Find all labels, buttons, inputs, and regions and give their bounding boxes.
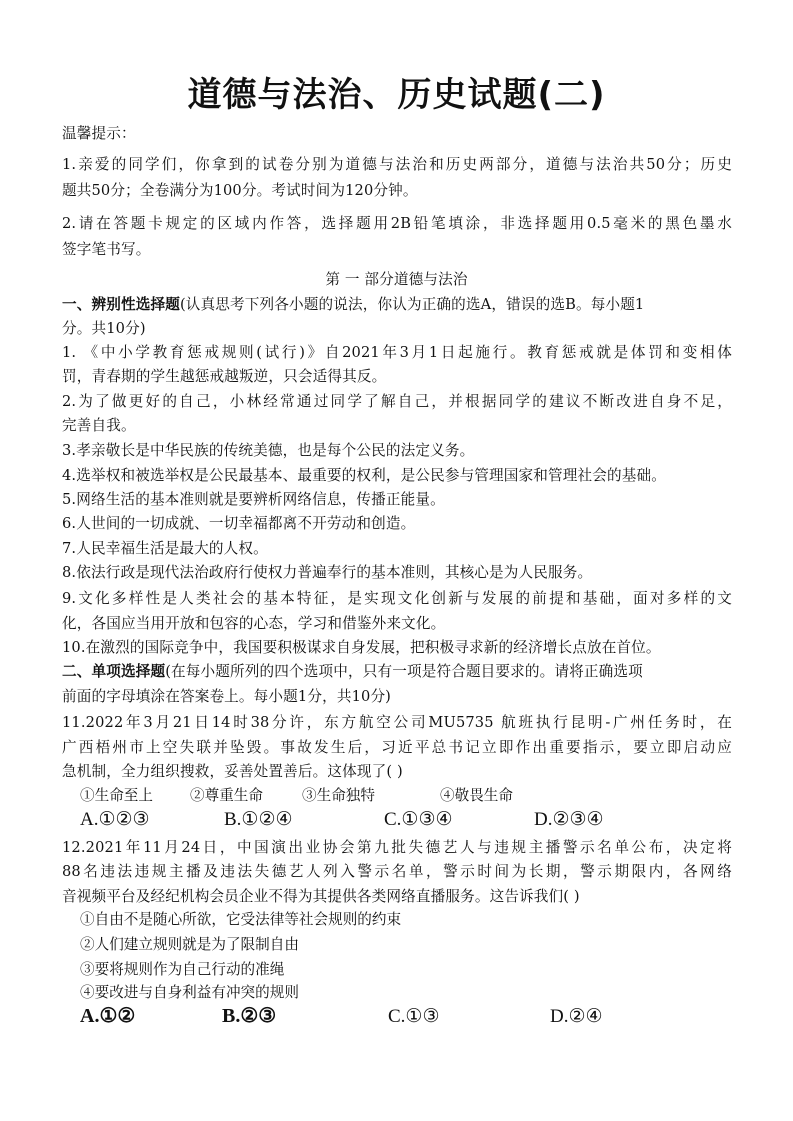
question-12-line-1: 12.2021年11月24日，中国演出业协会第九批失德艺人与违规主播警示名单公布，决定将 <box>62 839 732 856</box>
q11-choice-d: D.②③④ <box>534 809 604 830</box>
q11-choice-a: A.①②③ <box>80 809 150 830</box>
question-2-line-1: 2.为了做更好的自己，小林经常通过同学了解自己，并根据同学的建议不断改进自身不足， <box>62 393 732 410</box>
section-1-heading: 一、辨别性选择题 <box>62 296 180 313</box>
q12-choice-b: B.②③ <box>222 1005 277 1027</box>
q11-option-1: ①生命至上 <box>80 787 153 804</box>
section-1-desc-cont: 分。共10分) <box>62 320 146 337</box>
q12-choice-c: C.①③ <box>388 1006 440 1027</box>
question-4: 4.选举权和被选举权是公民最基本、最重要的权利，是公民参与管理国家和管理社会的基础。 <box>62 467 666 484</box>
q12-option-3: ③要将规则作为自己行动的准绳 <box>80 961 285 978</box>
question-12-line-2: 88名违法违规主播及违法失德艺人列入警示名单，警示时间为长期，警示期限内，各网络 <box>62 863 732 880</box>
q12-option-2: ②人们建立规则就是为了限制自由 <box>80 936 299 953</box>
q12-option-1: ①自由不是随心所欲，它受法律等社会规则的约束 <box>80 911 402 928</box>
question-9-line-1: 9.文化多样性是人类社会的基本特征，是实现文化创新与发展的前提和基础，面对多样的文 <box>62 590 732 607</box>
question-12-line-3: 音视频平台及经纪机构会员企业不得为其提供各类网络直播服务。这告诉我们( ) <box>62 888 580 905</box>
question-2-line-2: 完善自我。 <box>62 417 136 434</box>
tips-label: 温馨提示： <box>62 125 136 142</box>
tip-2-line-1: 2.请在答题卡规定的区域内作答，选择题用2B铅笔填涂，非选择题用0.5毫米的黑色墨水 <box>62 215 732 232</box>
q11-choice-b: B.①②④ <box>224 809 293 830</box>
question-11-line-2: 广西梧州市上空失联并坠毁。事故发生后，习近平总书记立即作出重要指示，要立即启动应 <box>62 739 732 756</box>
question-5: 5.网络生活的基本准则就是要辨析网络信息，传播正能量。 <box>62 491 445 508</box>
question-7: 7.人民幸福生活是最大的人权。 <box>62 540 268 557</box>
tip-1-line-1: 1.亲爱的同学们，你拿到的试卷分别为道德与法治和历史两部分，道德与法治共50分；历史 <box>62 156 732 173</box>
q12-choice-d: D.②④ <box>550 1006 603 1027</box>
question-6: 6.人世间的一切成就、一切幸福都离不开劳动和创造。 <box>62 515 416 532</box>
section-2-desc-cont: 前面的字母填涂在答案卷上。每小题1分，共10分) <box>62 688 392 705</box>
question-9-line-2: 化，各国应当用开放和包容的心态，学习和借鉴外来文化。 <box>62 615 446 632</box>
section-2-heading: 二、单项选择题 <box>62 663 166 680</box>
q11-option-4: ④敬畏生命 <box>440 787 513 804</box>
question-10: 10.在激烈的国际竞争中，我国要积极谋求自身发展，把积极寻求新的经济增长点放在首位。 <box>62 639 661 656</box>
section-2-intro <box>62 662 732 682</box>
q11-option-2: ②尊重生命 <box>190 787 263 804</box>
q11-choice-c: C.①③④ <box>384 809 453 830</box>
tip-1-line-2: 题共50分；全卷满分为100分。考试时间为120分钟。 <box>62 182 418 199</box>
part-1-title: 第 一 部分道德与法治 <box>325 271 468 288</box>
q11-option-3: ③生命独特 <box>302 787 375 804</box>
question-11-line-3: 急机制，全力组织搜救，妥善处置善后。这体现了( ) <box>62 763 403 780</box>
page-title: 道德与法治、历史试题(二) <box>187 75 606 115</box>
question-11-line-1: 11.2022年3月21日14时38分许，东方航空公司MU5735 航班执行昆明-广州任务时，在 <box>62 714 732 731</box>
q12-option-4: ④要改进与自身利益有冲突的规则 <box>80 984 299 1001</box>
question-1-line-1: 1. 《中小学教育惩戒规则(试行)》自2021年3月1日起施行。教育惩戒就是体罚和变相体 <box>62 344 732 361</box>
question-8: 8.依法行政是现代法治政府行使权力普遍奉行的基本准则，其核心是为人民服务。 <box>62 564 593 581</box>
q12-choice-a: A.①② <box>80 1005 136 1027</box>
question-1-line-2: 罚，青春期的学生越惩戒越叛逆，只会适得其反。 <box>62 368 387 385</box>
section-2-desc: (在每小题所列的四个选项中，只有一项是符合题目要求的。请将正确选项 <box>165 663 643 680</box>
question-3: 3.孝亲敬长是中华民族的传统美德，也是每个公民的法定义务。 <box>62 442 475 459</box>
section-1-desc: (认真思考下列各小题的说法，你认为正确的选A，错误的选B。每小题1 <box>179 296 645 313</box>
tip-2-line-2: 签字笔书写。 <box>62 241 151 258</box>
section-1-intro <box>62 295 732 315</box>
